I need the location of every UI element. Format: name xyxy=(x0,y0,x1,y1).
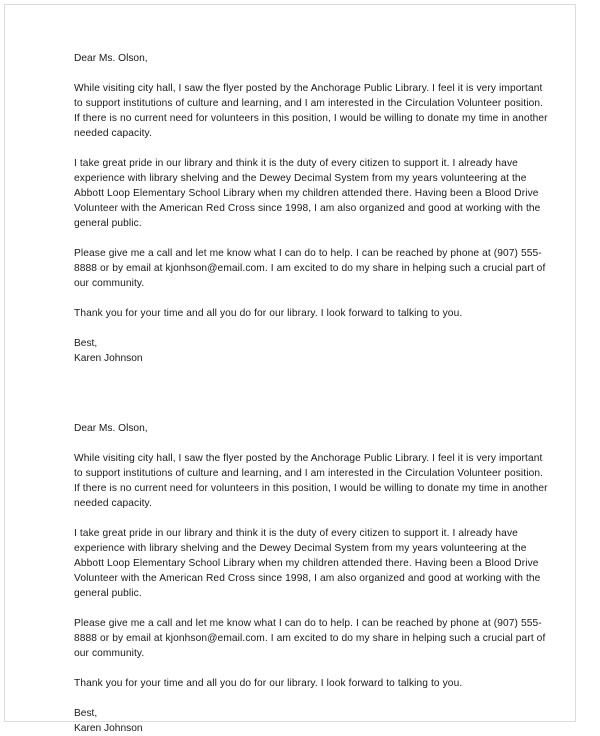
document-page-frame xyxy=(4,4,576,734)
letter-copy-2 xyxy=(74,421,550,736)
salutation: Dear Ms. Olson, xyxy=(74,423,148,434)
paragraph-contact: Please give me a call and let me know what I can do to help. I can be reached by phone at (907) 555-8888 or by email at kjonhson@email.com. I am excited to do my share in helping such a crucial part of our community. xyxy=(74,618,546,659)
signature-name: Karen Johnson xyxy=(74,353,143,364)
paragraph-intro: While visiting city hall, I saw the flyer posted by the Anchorage Public Library. I feel it is very important to support institutions of culture and learning, and I am interested in the Circulation Volunteer position. If there is no current need for volunteers in this position, I would be willing to donate my time in another needed capacity. xyxy=(74,453,548,509)
closing-valediction: Best, xyxy=(74,708,98,719)
letter-copy-1 xyxy=(74,51,550,366)
closing-block xyxy=(74,336,550,366)
paragraph-experience: I take great pride in our library and think it is the duty of every citizen to support it. I already have experience with library shelving and the Dewey Decimal System from my years volunteering at the Abbott Loop Elementary School Library when my children attended there. Having been a Blood Drive Volunteer with the American Red Cross since 1998, I am also organized and good at working with the general public. xyxy=(74,158,541,229)
salutation: Dear Ms. Olson, xyxy=(74,53,148,64)
letter-text-column xyxy=(74,51,550,736)
signature-name: Karen Johnson xyxy=(74,723,143,734)
paragraph-experience: I take great pride in our library and think it is the duty of every citizen to support it. I already have experience with library shelving and the Dewey Decimal System from my years volunteering at the Abbott Loop Elementary School Library when my children attended there. Having been a Blood Drive Volunteer with the American Red Cross since 1998, I am also organized and good at working with the general public. xyxy=(74,528,541,599)
paragraph-intro: While visiting city hall, I saw the flyer posted by the Anchorage Public Library. I feel it is very important to support institutions of culture and learning, and I am interested in the Circulation Volunteer position. If there is no current need for volunteers in this position, I would be willing to donate my time in another needed capacity. xyxy=(74,83,548,139)
closing-block xyxy=(74,706,550,736)
paragraph-thanks: Thank you for your time and all you do for our library. I look forward to talking to you. xyxy=(74,678,463,689)
paragraph-thanks: Thank you for your time and all you do for our library. I look forward to talking to you. xyxy=(74,308,463,319)
closing-valediction: Best, xyxy=(74,338,98,349)
paragraph-contact: Please give me a call and let me know what I can do to help. I can be reached by phone at (907) 555-8888 or by email at kjonhson@email.com. I am excited to do my share in helping such a crucial part of our community. xyxy=(74,248,546,289)
